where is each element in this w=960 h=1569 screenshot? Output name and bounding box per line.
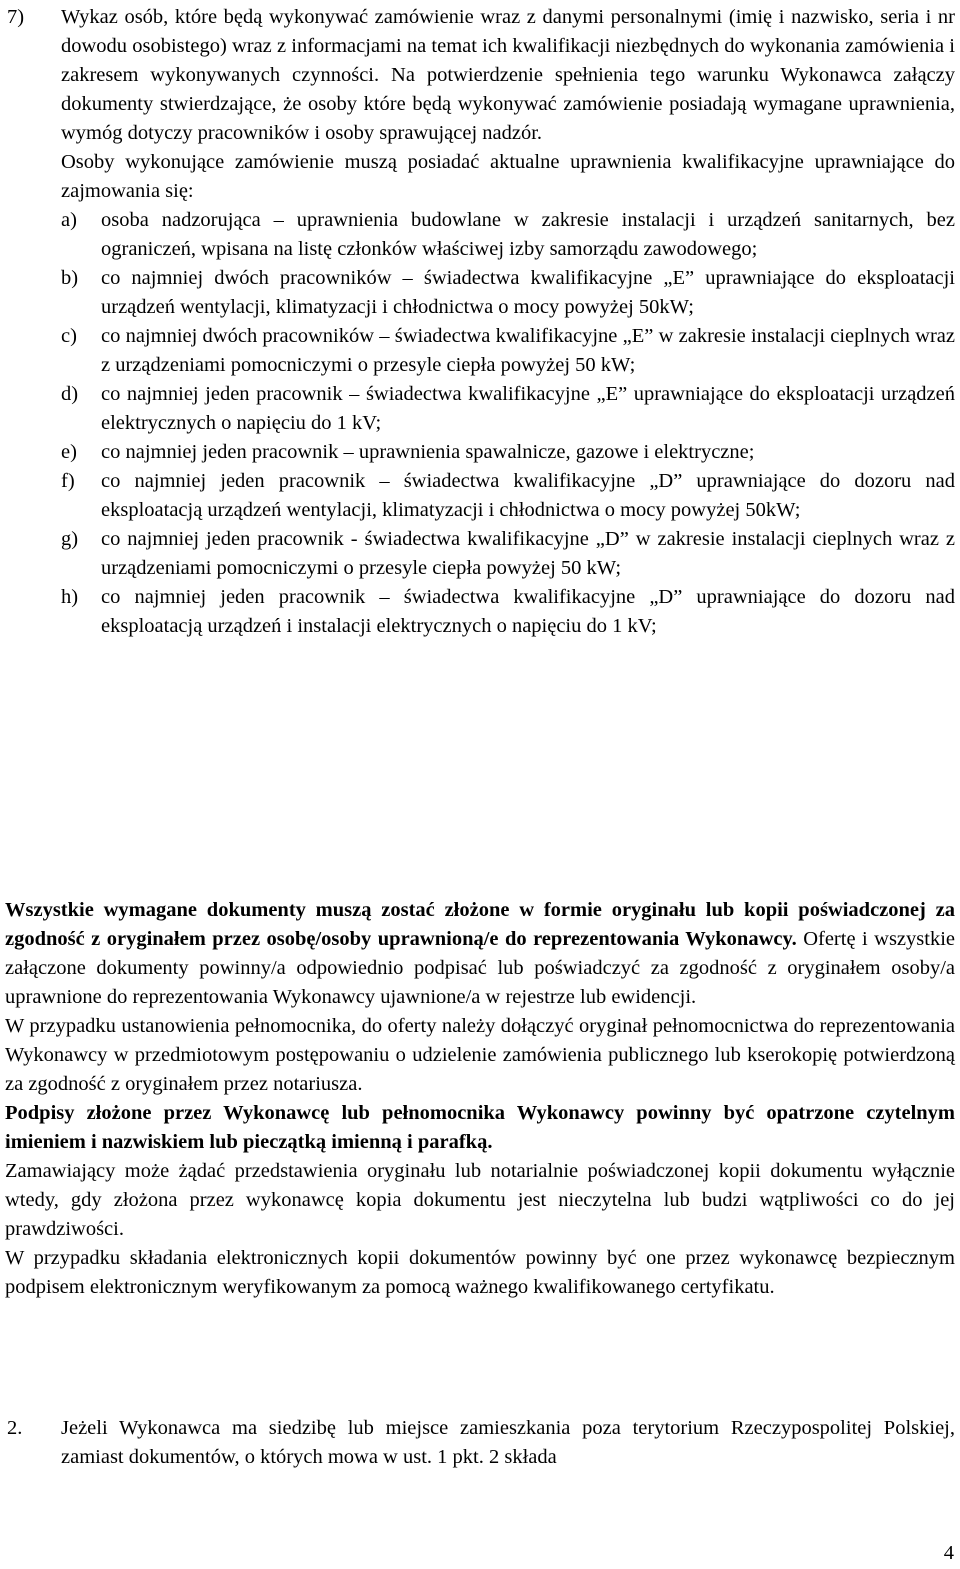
documents-bold-text: Wszystkie wymagane dokumenty muszą zostać złożone w formie oryginału lub kopii poświadczonej za zgodność z oryginałem przez osobę/osoby uprawnioną/e do reprezentowania Wykonawcy.: [5, 899, 955, 950]
list-text: co najmniej jeden pracownik – uprawnienia spawalnicze, gazowe i elektryczne;: [101, 441, 755, 463]
electronic-copies-paragraph: W przypadku składania elektronicznych kopii dokumentów powinny być one przez wykonawcę bezpiecznym podpisem elektronicznym weryfikowanym za pomocą ważnego kwalifikowanego certyfikatu.: [5, 1247, 955, 1298]
documents-paragraph: [5, 896, 955, 1012]
list-label: c): [61, 325, 77, 347]
list-item: [61, 206, 955, 264]
list-text: co najmniej dwóch pracowników – świadectwa kwalifikacyjne „E” uprawniające do eksploatacji urządzeń wentylacji, klimatyzacji i chłodnictwa o mocy powyżej 50kW;: [101, 267, 955, 318]
documents-text: Ofertę i wszystkie załączone dokumenty powinny/a odpowiednio podpisać lub poświadczyć za zgodność z oryginałem osoby/a uprawnione do reprezentowania Wykonawcy ujawnione/a w rejestrze lub ewidencji.: [5, 928, 955, 1008]
list-label: g): [61, 528, 79, 550]
list-item: [61, 467, 955, 525]
list-item-2: [7, 1414, 955, 1472]
originals-paragraph: Zamawiający może żądać przedstawienia oryginału lub notarialnie poświadczonej kopii dokumentu wyłącznie wtedy, gdy złożona przez wykonawcę kopia dokumentu jest nieczytelna lub budzi wątpliwości co do jej prawdziwości.: [5, 1160, 955, 1240]
list-text: co najmniej jeden pracownik – świadectwa kwalifikacyjne „D” uprawniające do dozoru nad eksploatacją urządzeń i instalacji elektrycznych o napięciu do 1 kV;: [101, 586, 955, 637]
list-item: [61, 438, 955, 467]
list-label: f): [61, 470, 75, 492]
list-number: 2.: [7, 1417, 23, 1439]
list-label: d): [61, 383, 79, 405]
list-item: [61, 525, 955, 583]
list-text: co najmniej dwóch pracowników – świadectwa kwalifikacyjne „E” w zakresie instalacji cieplnych wraz z urządzeniami pomocniczymi o przesyle ciepła powyżej 50 kW;: [101, 325, 955, 376]
list-label: a): [61, 209, 77, 231]
item7-paragraph-2: Osoby wykonujące zamówienie muszą posiadać aktualne uprawnienia kwalifikacyjne uprawniające do zajmowania się:: [61, 151, 955, 202]
list-text: osoba nadzorująca – uprawnienia budowlane w zakresie instalacji i urządzeń sanitarnych, bez ograniczeń, wpisana na listę członków właściwej izby samorządu zawodowego;: [101, 209, 955, 260]
signatures-paragraph: [5, 1099, 955, 1157]
general-requirements: [5, 896, 955, 1302]
list-item-7: [7, 3, 955, 641]
item7-paragraph-1: Wykaz osób, które będą wykonywać zamówienie wraz z danymi personalnymi (imię i nazwisko, seria i nr dowodu osobistego) wraz z informacjami na temat ich kwalifikacji niezbędnych do wykonania zamówienia i zakresem wykonywanych czynności. Na potwierdzenie spełnienia tego warunku Wykonawca załączy dokumenty stwierdzające, że osoby które będą wykonywać zamówienie posiadają wymagane uprawnienia, wymóg dotyczy pracowników i osoby sprawującej nadzór.: [61, 6, 955, 144]
item2-paragraph: Jeżeli Wykonawca ma siedzibę lub miejsce zamieszkania poza terytorium Rzeczypospolitej Polskiej, zamiast dokumentów, o których mowa w ust. 1 pkt. 2 składa: [61, 1417, 955, 1468]
qualification-list: [61, 206, 955, 641]
list-label: b): [61, 267, 79, 289]
list-text: co najmniej jeden pracownik – świadectwa kwalifikacyjne „E” uprawniające do eksploatacji urządzeń elektrycznych o napięciu do 1 kV;: [101, 383, 955, 434]
list-label: e): [61, 441, 77, 463]
list-item: [61, 583, 955, 641]
signatures-bold-text: Podpisy złożone przez Wykonawcę lub pełnomocnika Wykonawcy powinny być opatrzone czytelnym imieniem i nazwiskiem lub pieczątką imienną i parafką.: [5, 1102, 955, 1153]
list-label: h): [61, 586, 79, 608]
list-number: 7): [7, 6, 25, 28]
list-text: co najmniej jeden pracownik - świadectwa kwalifikacyjne „D” w zakresie instalacji cieplnych wraz z urządzeniami pomocniczymi o przesyle ciepła powyżej 50 kW;: [101, 528, 955, 579]
proxy-paragraph: W przypadku ustanowienia pełnomocnika, do oferty należy dołączyć oryginał pełnomocnictwa do reprezentowania Wykonawcy w przedmiotowym postępowaniu o udzielenie zamówienia publicznego lub kserokopię potwierdzoną za zgodność z oryginałem przez notariusza.: [5, 1015, 955, 1095]
page-number: 4: [943, 1542, 954, 1564]
list-item: [61, 380, 955, 438]
list-item: [61, 322, 955, 380]
list-text: co najmniej jeden pracownik – świadectwa kwalifikacyjne „D” uprawniające do dozoru nad eksploatacją urządzeń wentylacji, klimatyzacji i chłodnictwa o mocy powyżej 50kW;: [101, 470, 955, 521]
list-item: [61, 264, 955, 322]
